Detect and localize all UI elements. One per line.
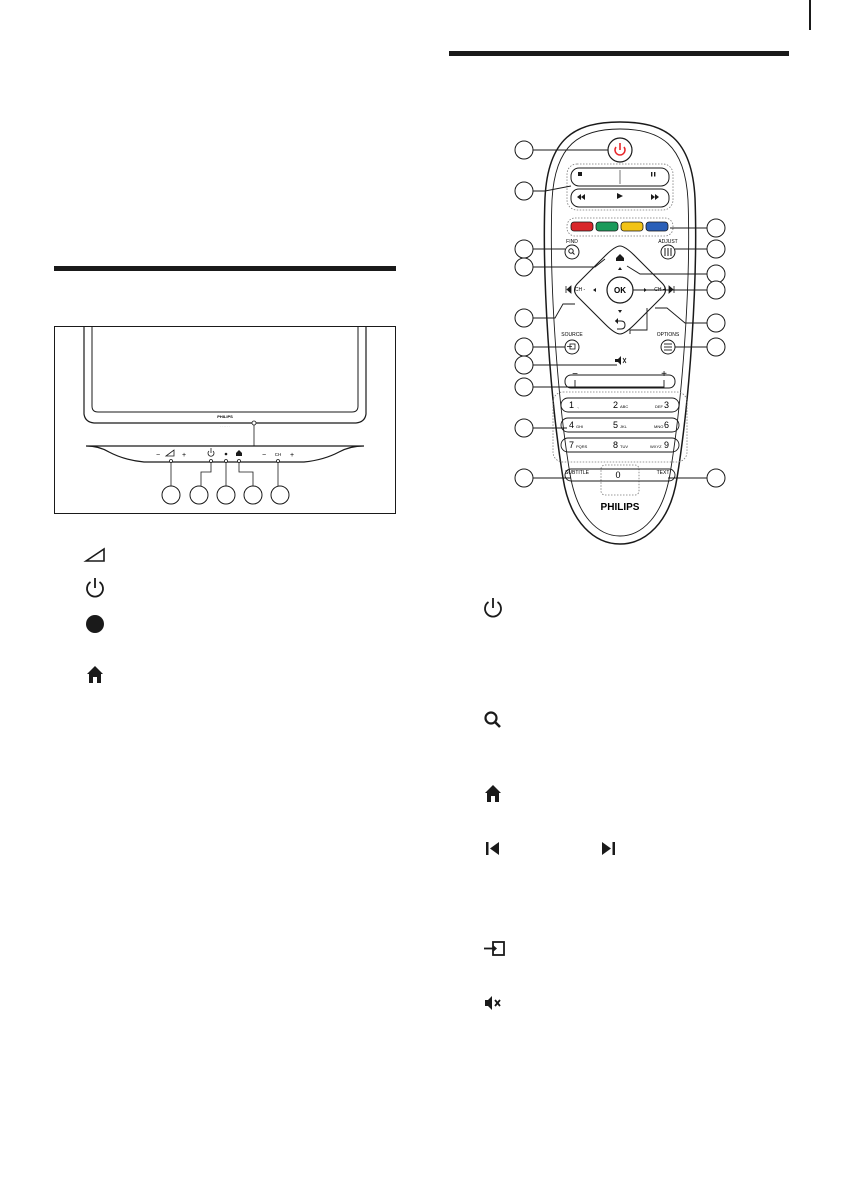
panel-ch-minus: −	[261, 452, 267, 459]
svg-text:ABC: ABC	[620, 404, 629, 409]
svg-text:6: 6	[664, 420, 670, 430]
remote-callouts-right	[707, 219, 725, 487]
svg-text:4: 4	[569, 420, 575, 430]
section-rule-right	[449, 51, 789, 56]
svg-text:GHI: GHI	[576, 424, 584, 429]
power-icon	[480, 595, 506, 621]
mute-icon	[480, 990, 506, 1016]
svg-text:TUV: TUV	[620, 444, 628, 449]
svg-text:2: 2	[613, 400, 619, 410]
find-label: FIND	[566, 239, 578, 245]
next-icon	[595, 836, 621, 862]
svg-text:0: 0	[615, 470, 621, 480]
filled-circle-icon	[82, 611, 108, 637]
svg-text:JKL: JKL	[620, 424, 627, 429]
remote-callouts-left	[515, 141, 533, 487]
svg-text:5: 5	[613, 420, 619, 430]
panel-brand: PHILIPS	[217, 414, 233, 419]
panel-vol-plus: +	[181, 452, 187, 459]
ok-label: OK	[614, 286, 626, 295]
remote-brand: PHILIPS	[600, 502, 640, 513]
subtitle-label: SUBTITLE	[565, 470, 589, 476]
vol-plus-label: +	[661, 369, 667, 380]
home-icon	[82, 662, 108, 688]
blue-key[interactable]	[646, 222, 668, 231]
home-icon	[480, 781, 506, 807]
svg-text:9: 9	[664, 440, 670, 450]
svg-text:.,: .,	[577, 404, 580, 409]
svg-text:8: 8	[613, 440, 619, 450]
panel-ch-label: CH	[274, 452, 282, 457]
source-label: SOURCE	[561, 332, 583, 338]
vol-minus-label: −	[572, 369, 578, 380]
options-label: OPTIONS	[656, 332, 680, 338]
prev-icon	[480, 836, 506, 862]
green-key[interactable]	[596, 222, 618, 231]
power-icon	[82, 575, 108, 601]
remote-figure	[505, 118, 735, 550]
svg-text:PQRS: PQRS	[576, 444, 588, 449]
svg-text:WXYZ: WXYZ	[650, 444, 662, 449]
svg-text:MNO: MNO	[654, 424, 664, 429]
yellow-key[interactable]	[621, 222, 643, 231]
tv-panel-figure	[54, 326, 396, 514]
volume-icon	[82, 541, 108, 567]
svg-text:7: 7	[569, 440, 575, 450]
svg-text:DEF: DEF	[655, 404, 663, 409]
section-rule-left	[54, 266, 396, 271]
ch-plus-label: CH +	[654, 287, 666, 293]
page-margin-line	[809, 0, 811, 30]
source-button[interactable]	[565, 340, 579, 354]
adjust-label: ADJUST	[658, 239, 678, 245]
svg-text:1: 1	[569, 400, 575, 410]
text-label: TEXT	[656, 470, 670, 476]
ch-minus-label: CH -	[574, 287, 586, 293]
panel-ch-plus: +	[289, 452, 295, 459]
red-key[interactable]	[571, 222, 593, 231]
find-button[interactable]	[565, 245, 579, 259]
svg-text:· · · · · ·: · · · · · ·	[219, 424, 231, 428]
panel-vol-minus: −	[155, 452, 161, 459]
source-icon	[482, 936, 508, 962]
svg-text:3: 3	[664, 400, 670, 410]
search-icon	[480, 707, 506, 733]
